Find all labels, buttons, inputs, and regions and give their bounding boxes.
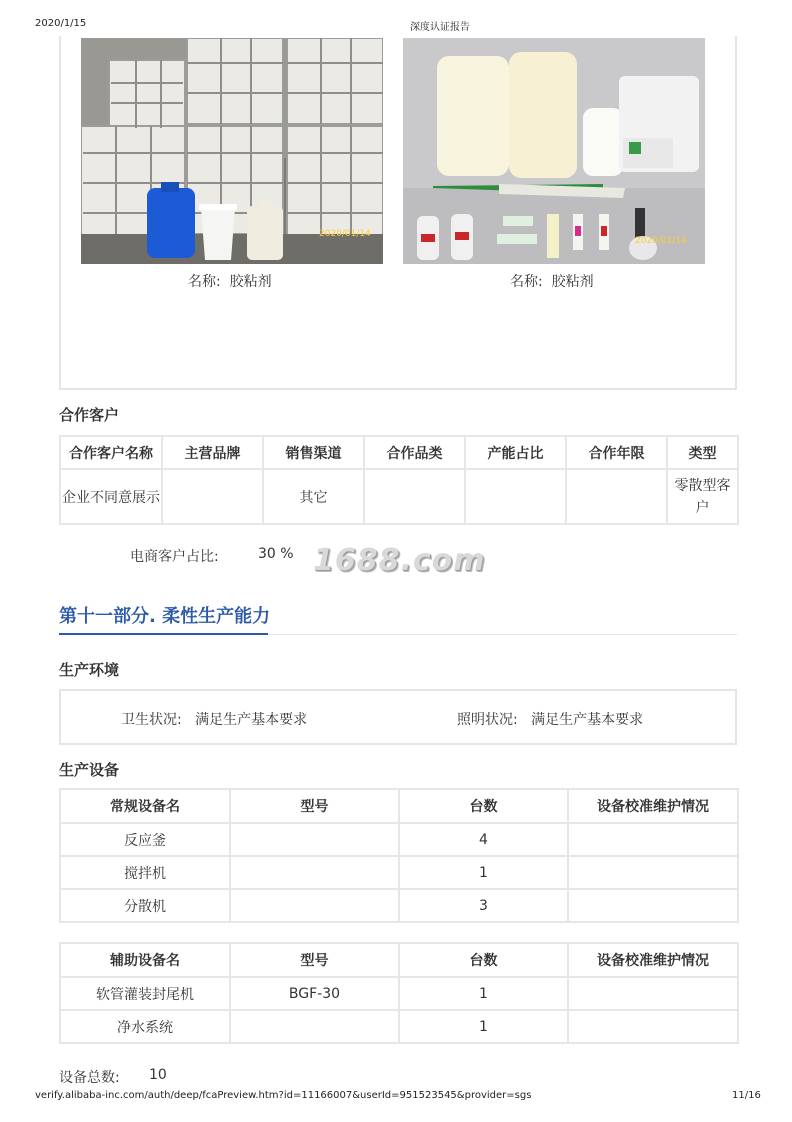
- column-header: 型号: [230, 943, 399, 977]
- column-header: 台数: [399, 789, 568, 823]
- table-cell: 1: [399, 1010, 568, 1043]
- caption-value: 胶粘剂: [229, 274, 272, 290]
- lighting-value: 满足生产基本要求: [531, 712, 644, 728]
- table-cell: 1: [399, 977, 568, 1010]
- table-cell: 软管灌装封尾机: [60, 977, 230, 1010]
- auxiliary-equipment-table: [59, 942, 739, 1044]
- table-cell: [568, 1010, 738, 1043]
- section-title: 第十一部分. 柔性生产能力: [59, 606, 271, 627]
- section-underline: [59, 633, 268, 635]
- table-cell: 3: [399, 889, 568, 922]
- table-cell: 1: [399, 856, 568, 889]
- table-row: [60, 889, 738, 922]
- table-cell: 4: [399, 823, 568, 856]
- table-cell: 反应釜: [60, 823, 230, 856]
- site-watermark: 1688.com: [313, 543, 486, 578]
- equipment-heading: 生产设备: [59, 761, 120, 779]
- table-cell: BGF-30: [230, 977, 399, 1010]
- print-date: 2020/1/15: [35, 18, 87, 29]
- table-header-row: [60, 943, 738, 977]
- table-row: [60, 823, 738, 856]
- equipment-total-label: 设备总数:: [59, 1070, 120, 1086]
- table-cell: 搅拌机: [60, 856, 230, 889]
- table-cell: 净水系统: [60, 1010, 230, 1043]
- table-cell: 企业不同意展示: [60, 469, 162, 524]
- table-cell: [162, 469, 263, 524]
- table-cell: [465, 469, 566, 524]
- table-header-row: [60, 436, 738, 469]
- table-cell: [568, 977, 738, 1010]
- product-photo-2: [403, 38, 705, 264]
- table-cell: 零散型客户: [667, 469, 738, 524]
- photo-1-date-stamp: 2020/01/14: [319, 229, 371, 239]
- regular-equipment-table: [59, 788, 739, 923]
- column-header: 辅助设备名: [60, 943, 230, 977]
- table-cell: [566, 469, 667, 524]
- column-header: 产能占比: [465, 436, 566, 469]
- hygiene-value: 满足生产基本要求: [195, 712, 308, 728]
- column-header: 合作品类: [364, 436, 465, 469]
- product-photo-1: [81, 38, 383, 264]
- lighting-label: 照明状况:: [457, 712, 518, 728]
- caption-label: 名称:: [510, 274, 543, 290]
- table-cell: 分散机: [60, 889, 230, 922]
- partners-heading: 合作客户: [59, 406, 120, 424]
- ecommerce-ratio-value: 30 %: [258, 546, 294, 562]
- column-header: 主营品牌: [162, 436, 263, 469]
- page-number: 11/16: [732, 1090, 761, 1101]
- table-row: [60, 977, 738, 1010]
- table-cell: [230, 856, 399, 889]
- table-cell: [364, 469, 465, 524]
- table-cell: [230, 889, 399, 922]
- photo-2-caption: [510, 271, 594, 291]
- table-cell: [230, 1010, 399, 1043]
- column-header: 类型: [667, 436, 738, 469]
- caption-value: 胶粘剂: [551, 274, 594, 290]
- partners-table: [59, 435, 739, 525]
- column-header: 常规设备名: [60, 789, 230, 823]
- table-row: [60, 856, 738, 889]
- column-header: 合作年限: [566, 436, 667, 469]
- ecommerce-ratio-label: 电商客户占比:: [130, 549, 219, 565]
- table-cell: [568, 889, 738, 922]
- table-row: [60, 1010, 738, 1043]
- table-cell: [568, 823, 738, 856]
- environment-heading: 生产环境: [59, 661, 120, 679]
- table-row: [60, 469, 738, 524]
- column-header: 型号: [230, 789, 399, 823]
- table-cell: 其它: [263, 469, 364, 524]
- photo-2-date-stamp: 2020/01/14: [635, 236, 687, 246]
- column-header: 合作客户名称: [60, 436, 162, 469]
- column-header: 台数: [399, 943, 568, 977]
- equipment-total-value: 10: [149, 1067, 167, 1083]
- footer-url: verify.alibaba-inc.com/auth/deep/fcaPreview.htm?id=11166007&userId=951523545&provider=sgs: [35, 1090, 532, 1101]
- print-title: 深度认证报告: [410, 22, 470, 33]
- table-cell: [230, 823, 399, 856]
- photo-1-caption: [188, 271, 272, 291]
- table-header-row: [60, 789, 738, 823]
- lighting-status: [457, 709, 643, 729]
- table-cell: [568, 856, 738, 889]
- column-header: 设备校准维护情况: [568, 789, 738, 823]
- hygiene-label: 卫生状况:: [121, 712, 182, 728]
- hygiene-status: [121, 709, 307, 729]
- column-header: 销售渠道: [263, 436, 364, 469]
- caption-label: 名称:: [188, 274, 221, 290]
- column-header: 设备校准维护情况: [568, 943, 738, 977]
